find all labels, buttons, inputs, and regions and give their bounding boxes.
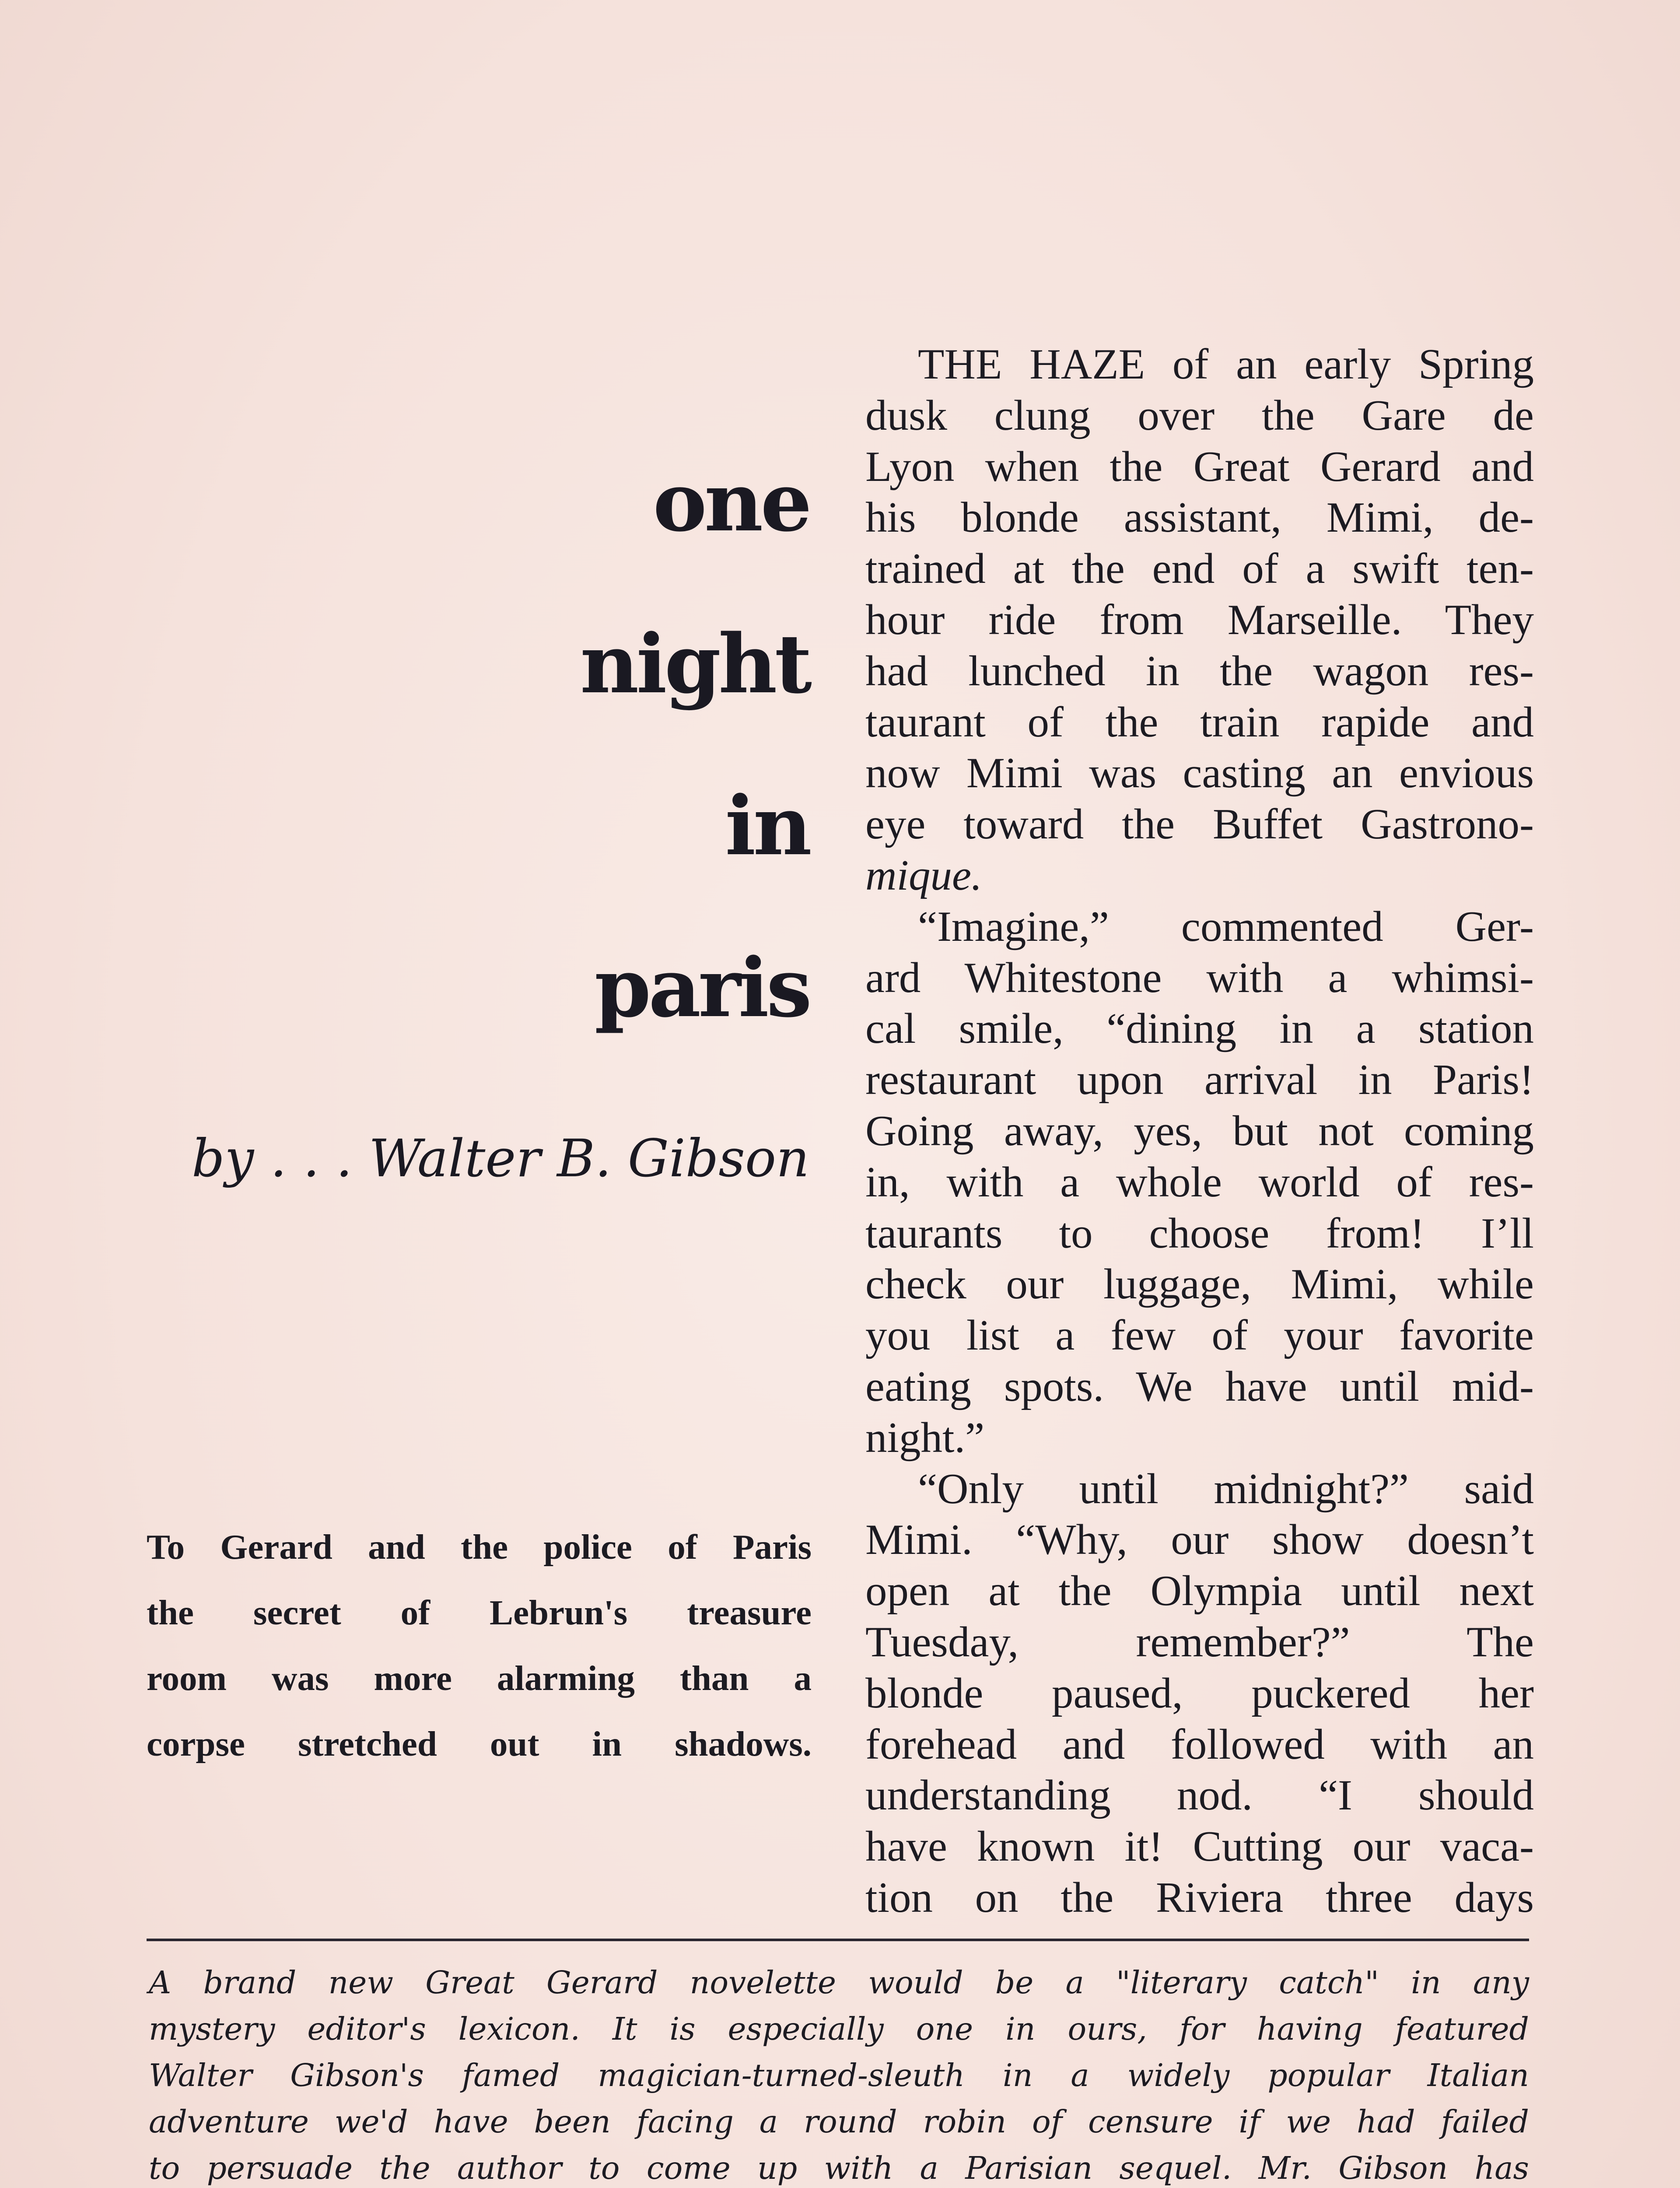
title-word-night: night <box>580 616 809 712</box>
teaser-line: corpse stretched out in shadows. <box>147 1724 812 1764</box>
body-line: check our luggage, Mimi, while <box>865 1260 1534 1308</box>
teaser-blurb <box>147 1514 812 1777</box>
teaser-line: To Gerard and the police of Paris <box>147 1527 812 1567</box>
body-line: Lyon when the Great Gerard and <box>865 442 1534 491</box>
story-body-column <box>865 339 1534 1924</box>
body-line: night.” <box>865 1413 985 1462</box>
body-line: blonde paused, puckered her <box>865 1669 1534 1717</box>
body-line: had lunched in the wagon res- <box>865 647 1534 695</box>
body-line: dusk clung over the Gare de <box>865 391 1534 439</box>
title-word-in: in <box>725 778 809 873</box>
body-line: “Only until midnight?” said <box>918 1465 1534 1513</box>
body-line: Going away, yes, but not coming <box>865 1107 1534 1155</box>
body-line: taurant of the train rapide and <box>865 698 1534 746</box>
body-line: restaurant upon arrival in Paris! <box>865 1056 1534 1104</box>
body-line: open at the Olympia until next <box>865 1567 1534 1615</box>
body-line: tion on the Riviera three days <box>865 1873 1534 1922</box>
title-word-one: one <box>653 454 809 550</box>
byline: by . . . Walter B. Gibson <box>192 1128 809 1189</box>
body-line: in, with a whole world of res- <box>865 1158 1534 1206</box>
body-line: eye toward the Buffet Gastrono- <box>865 800 1534 849</box>
teaser-line: room was more alarming than a <box>147 1659 812 1698</box>
title-word-paris: paris <box>594 940 809 1035</box>
teaser-line: the secret of Lebrun's treasure <box>147 1593 812 1632</box>
divider-rule-top <box>147 1939 1529 1941</box>
body-line: hour ride from Marseille. They <box>865 596 1534 644</box>
body-line: “Imagine,” commented Ger- <box>918 902 1534 950</box>
body-line-dropcap: THE HAZE of an early Spring <box>918 340 1534 388</box>
note-line: mystery editor's lexicon. It is especially one in ours, for having featured <box>149 2011 1529 2047</box>
note-line: adventure we'd have been facing a round robin of censure if we had failed <box>149 2104 1529 2140</box>
note-line: to persuade the author to come up with a Parisian sequel. Mr. Gibson has <box>149 2150 1529 2186</box>
editor-note <box>149 1960 1529 2188</box>
note-line: A brand new Great Gerard novelette would be a "literary catch" in any <box>149 1964 1529 2001</box>
body-line: Tuesday, remember?” The <box>865 1618 1534 1666</box>
note-line: Walter Gibson's famed magician-turned-sleuth in a widely popular Italian <box>149 2057 1529 2093</box>
body-line: trained at the end of a swift ten- <box>865 545 1534 593</box>
body-line: Mimi. “Why, our show doesn’t <box>865 1516 1534 1564</box>
body-line: cal smile, “dining in a station <box>865 1005 1534 1053</box>
body-line: have known it! Cutting our vaca- <box>865 1823 1534 1871</box>
body-line: ard Whitestone with a whimsi- <box>865 954 1534 1002</box>
body-line: his blonde assistant, Mimi, de- <box>865 494 1534 542</box>
body-line: forehead and followed with an <box>865 1720 1534 1768</box>
body-line: eating spots. We have until mid- <box>865 1362 1534 1410</box>
body-line: now Mimi was casting an envious <box>865 749 1534 797</box>
body-line: understanding nod. “I should <box>865 1771 1534 1820</box>
body-line: taurants to choose from! I’ll <box>865 1209 1534 1257</box>
body-line: you list a few of your favorite <box>865 1311 1534 1360</box>
body-line: mique. <box>865 851 982 899</box>
